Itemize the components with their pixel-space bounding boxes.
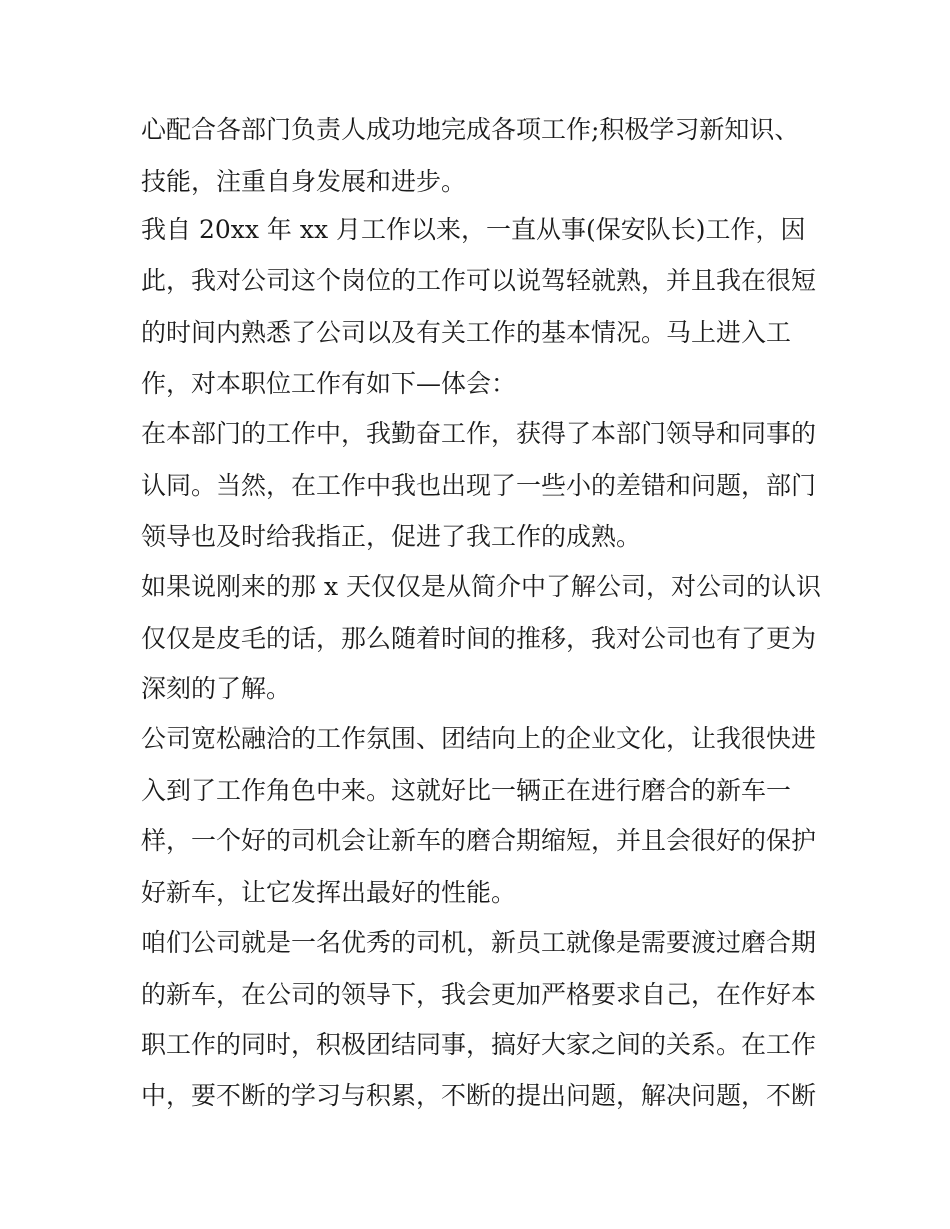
text-line: 的时间内熟悉了公司以及有关工作的基本情况。马上进入工 [141,318,792,347]
text-line: 咱们公司就是一名优秀的司机，新员工就像是需要渡过磨合期 [141,928,817,957]
text-line: 中，要不断的学习与积累，不断的提出问题，解决问题，不断 [141,1081,817,1110]
text-line: 入到了工作角色中来。这就好比一辆正在进行磨合的新车一 [141,776,792,805]
text-line: 作，对本职位工作有如下—体会： [141,369,517,398]
text-line: 心配合各部门负责人成功地完成各项工作;积极学习新知识、 [141,115,800,144]
text-line: 深刻的了解。 [141,674,292,703]
text-line: 样，一个好的司机会让新车的磨合期缩短，并且会很好的保护 [141,826,817,855]
text-line: 的新车，在公司的领导下，我会更加严格要求自己，在作好本 [141,980,817,1009]
text-line: 如果说刚来的那 x 天仅仅是从简介中了解公司，对公司的认识 [141,572,821,601]
text-line: 职工作的同时，积极团结同事，搞好大家之间的关系。在工作 [141,1030,817,1059]
text-line: 公司宽松融洽的工作氛围、团结向上的企业文化，让我很快进 [141,724,817,753]
text-line: 领导也及时给我指正，促进了我工作的成熟。 [141,522,642,551]
text-line: 在本部门的工作中，我勤奋工作，获得了本部门领导和同事的 [141,419,817,448]
text-line: 此，我对公司这个岗位的工作可以说驾轻就熟，并且我在很短 [141,266,817,295]
text-line: 我自 20xx 年 xx 月工作以来，一直从事(保安队长)工作，因 [141,215,806,244]
text-line: 好新车，让它发挥出最好的性能。 [141,878,517,907]
text-line: 技能，注重自身发展和进步。 [141,167,467,196]
text-line: 仅仅是皮毛的话，那么随着时间的推移，我对公司也有了更为 [141,624,817,653]
text-line: 认同。当然，在工作中我也出现了一些小的差错和问题，部门 [141,471,817,500]
